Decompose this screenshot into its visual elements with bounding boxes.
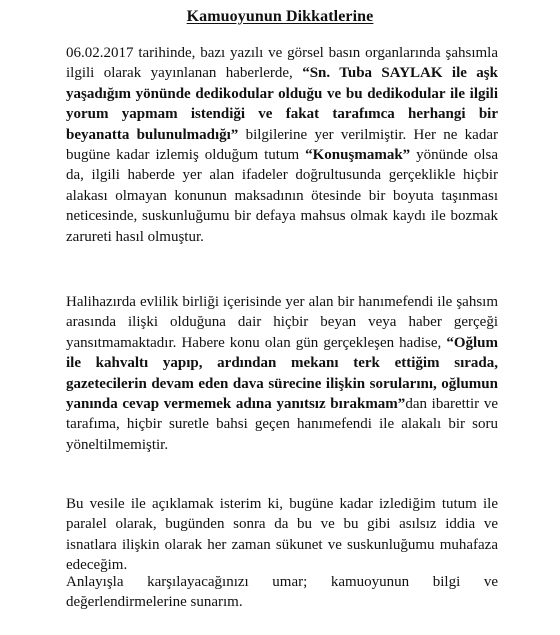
paragraph-3-text: Bu vesile ile açıklamak isterim ki, bugüne kadar izlediğim tutum ile paralel olarak, bugünden sonra da bu ve bu gibi asılsız iddia ve isnatlara ilişkin olarak her zaman sükunet ve suskunluğumu muhafaza edeceğim.: [66, 496, 498, 574]
paragraph-1-quote-bold: “Sn. Tuba SAYLAK ile aşk yaşadığım yönünde dedikodular olduğu ve bu dedikodular ile ilgili yorum yapmam istendiği ve fakat tarafımca herhangi bir beyanatta bulunulmadığı”: [66, 65, 498, 143]
paragraph-1-konusmamak-bold: “Konuşmamak”: [305, 147, 411, 164]
paragraph-2: [66, 292, 498, 455]
document-title: Kamuoyunun Dikkatlerine: [186, 8, 374, 25]
paragraph-1-text-cont: bilgilerine yer verilmiştir. Her ne kadar bugüne kadar izlemiş olduğum tutum: [66, 126, 498, 164]
paragraph-2-quote-bold: “Oğlum ile kahvaltı yapıp, ardından mekanı terk ettiğim sırada, gazetecilerin devam eden dava sürecine ilişkin sorularını, oğlumun yanında cevap vermemek adına yanıtsız bırakmam”: [66, 334, 498, 413]
paragraph-1-text-end: yönünde olsa da, ilgili haberde yer alan ifadeler doğrultusunda gerçeklikle hiçbir alakası olmayan konunun maksadının ötesinde bir boyuta taşınması neticesinde, suskunluğumu bir defaya mahsus olmak kaydı ile bozmak zarureti hasıl olmuştur.: [66, 147, 498, 245]
paragraph-1: [66, 43, 498, 247]
paragraph-1-text: 06.02.2017 tarihinde, bazı yazılı ve görsel basın organlarında şahsımla ilgili olarak yayınlanan haberlerde,: [66, 45, 498, 82]
paragraph-4-text: Anlayışla karşılayacağınızı umar; kamuoyunun bilgi ve değerlendirmelerine sunarım.: [66, 574, 498, 611]
paragraph-2-text: Halihazırda evlilik birliği içerisinde yer alan bir hanımefendi ile şahsım arasında ilişki olduğuna dair hiçbir beyan veya haber gerçeği yansıtmamaktadır. Habere konu olan gün gerçekleşen hadise,: [66, 294, 498, 351]
paragraph-3: [66, 494, 498, 576]
paragraph-4: [66, 572, 498, 613]
paragraph-2-text-end: dan ibarettir ve tarafıma, hiçbir suretle bahsi geçen hanımefendi ile alakalı bir soru yöneltilmemiştir.: [66, 396, 498, 453]
